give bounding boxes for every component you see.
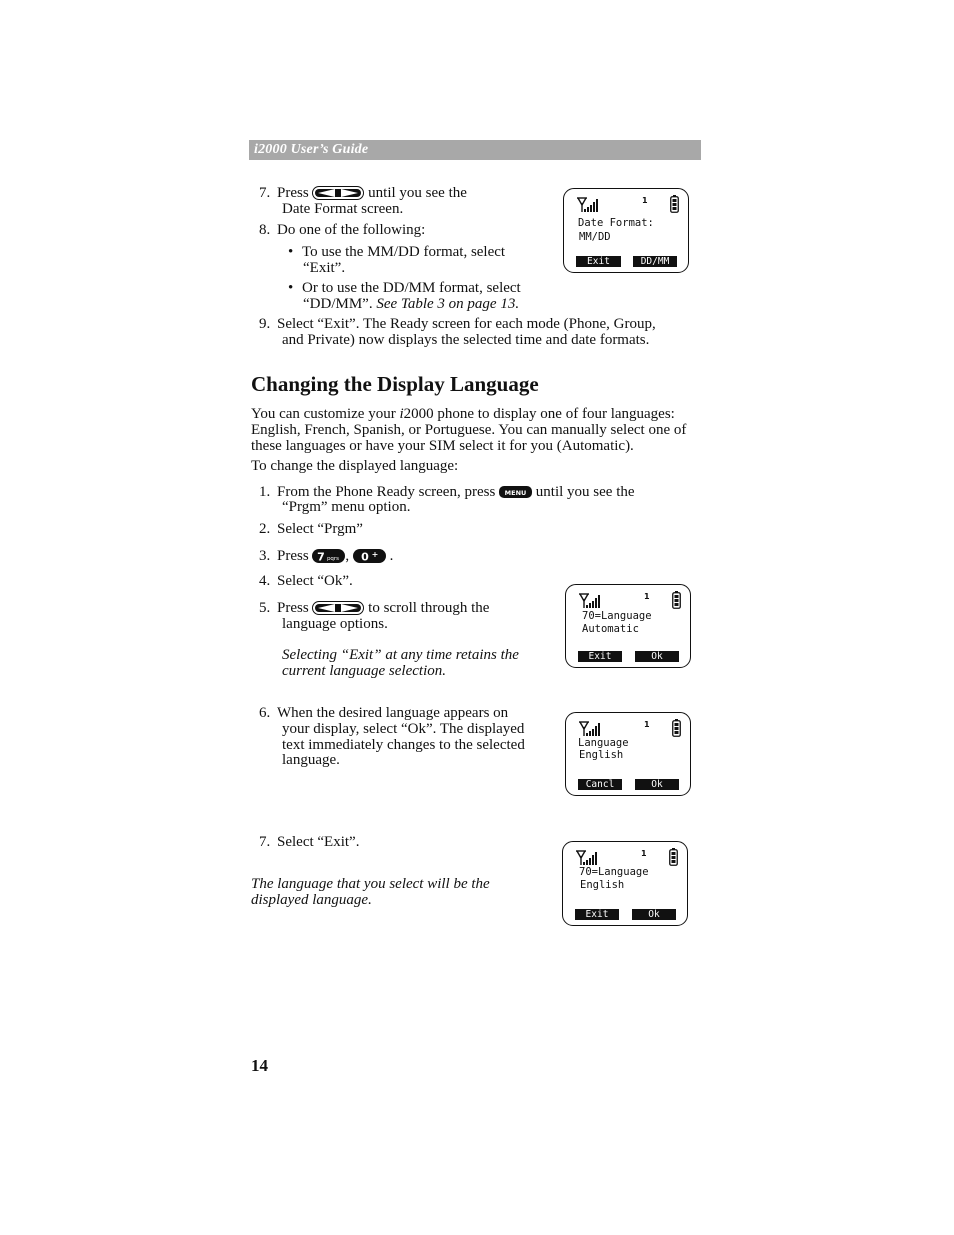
svg-text:7: 7 [317, 550, 326, 564]
lang-step-6-line4: language. [282, 752, 340, 768]
signal-strength-icon [578, 593, 600, 609]
step-text: Select “Exit”. The Ready screen for each mode (Phone, Group, [277, 316, 656, 332]
bullet-mark: • [288, 280, 294, 296]
signal-strength-icon [575, 850, 597, 866]
intro-text: You can customize your [251, 406, 400, 422]
intro-text: English, French, Spanish, or Portuguese. You can manually select one of [251, 422, 687, 438]
step-7-date-line2: Date Format screen. [282, 201, 404, 217]
scroll-key-icon [312, 186, 364, 200]
svg-text:pqrs: pqrs [327, 556, 340, 562]
display-line-1: Date Format: [578, 217, 654, 229]
line-indicator: 1 [641, 849, 647, 858]
step-7-date: 7. Press until you see the [259, 185, 467, 201]
lang-step-6 [259, 705, 508, 721]
closing-note: displayed language. [251, 892, 372, 908]
intro-text: these languages or have your SIM select it for you (Automatic). [251, 438, 634, 454]
separator: , [345, 548, 350, 564]
bullet-mmdd-line2: “Exit”. [303, 260, 346, 276]
intro-paragraph [251, 406, 701, 454]
step-text: From the Phone Ready screen, press [277, 484, 496, 500]
header-title: i2000 User’s Guide [254, 142, 369, 157]
step-number: 4. [259, 573, 271, 589]
step-text: until you see the [535, 484, 635, 500]
display-line-1: 70=Language [579, 866, 649, 878]
page-number: 14 [251, 1056, 268, 1075]
display-line-2: English [579, 749, 624, 761]
step-number: 7. [259, 185, 271, 201]
svg-text:+: + [371, 550, 379, 559]
right-softkey: Ok [635, 779, 679, 790]
lead-text: To change the displayed language: [251, 458, 459, 474]
phone-display-language-selected [562, 841, 688, 926]
step-number: 3. [259, 548, 271, 564]
signal-strength-icon [576, 197, 598, 213]
lang-step-4 [259, 573, 353, 589]
menu-key-icon [499, 485, 532, 499]
step-number: 5. [259, 600, 271, 616]
lang-step-1 [259, 484, 635, 500]
step-number: 2. [259, 521, 271, 537]
lang-step-3 [259, 548, 393, 564]
table-reference: See Table 3 on page 13. [376, 296, 520, 312]
bullet-text: To use the MM/DD format, select [302, 244, 506, 260]
scroll-key-icon [312, 601, 364, 615]
left-softkey: Exit [576, 256, 621, 267]
signal-strength-icon [578, 721, 600, 737]
lang-step-5 [259, 600, 489, 616]
svg-text:0: 0 [361, 550, 369, 564]
display-line-2: English [580, 879, 625, 891]
section-title: Changing the Display Language [251, 372, 539, 396]
display-line-2: MM/DD [579, 231, 611, 243]
closing-note: The language that you select will be the [251, 876, 490, 892]
bullet-text: Or to use the DD/MM format, select [302, 280, 521, 296]
left-softkey: Exit [575, 909, 619, 920]
lang-step-2 [259, 521, 363, 537]
left-softkey: Exit [578, 651, 622, 662]
phone-display-language-english [565, 712, 691, 796]
step-text: Select “Exit”. [277, 834, 360, 850]
step-text: Press [277, 600, 309, 616]
display-line-1: Language [578, 737, 629, 749]
line-indicator: 1 [642, 196, 648, 205]
battery-icon [670, 195, 679, 213]
step-text: Do one of the following: [277, 222, 426, 238]
bullet-mark: • [288, 244, 294, 260]
seven-key-icon [312, 548, 345, 564]
display-line-1: 70=Language [582, 610, 652, 622]
step-text: Select “Ok”. [277, 573, 353, 589]
battery-icon [672, 591, 681, 609]
lang-step-5-line2: language options. [282, 616, 388, 632]
bullet-ddmm [288, 280, 521, 296]
line-indicator: 1 [644, 592, 650, 601]
intro-text-italic: i [399, 406, 404, 422]
lang-step-7 [259, 834, 359, 850]
line-indicator: 1 [644, 720, 650, 729]
step-number: 8. [259, 222, 271, 238]
step-text: Select “Prgm” [277, 521, 363, 537]
phone-display-date-format [563, 188, 689, 273]
step-8 [259, 222, 425, 238]
step-text: Press [277, 548, 309, 564]
step-number: 1. [259, 484, 271, 500]
bullet-mmdd [288, 244, 505, 260]
lang-step-6-line2: your display, select “Ok”. The displayed [282, 721, 525, 737]
step-number: 7. [259, 834, 271, 850]
lang-step-6-line3: text immediately changes to the selected [282, 737, 525, 753]
bullet-text: “DD/MM”. [303, 296, 373, 312]
lang-step-1-line2: “Prgm” menu option. [282, 499, 411, 515]
step-number: 6. [259, 705, 271, 721]
zero-key-icon [353, 548, 386, 564]
display-line-2: Automatic [582, 623, 639, 635]
running-header [249, 140, 701, 160]
exit-note: current language selection. [282, 663, 446, 679]
step-text: to scroll through the [368, 600, 490, 616]
battery-icon [669, 848, 678, 866]
exit-note: Selecting “Exit” at any time retains the [282, 647, 519, 663]
step-text: . [389, 548, 394, 564]
step-9-line2: and Private) now displays the selected time and date formats. [282, 332, 650, 348]
step-text: When the desired language appears on [277, 705, 509, 721]
right-softkey: DD/MM [633, 256, 677, 267]
phone-display-language-automatic [565, 584, 691, 668]
right-softkey: Ok [635, 651, 679, 662]
svg-text:MENU: MENU [504, 489, 527, 497]
battery-icon [672, 719, 681, 737]
right-softkey: Ok [632, 909, 676, 920]
step-number: 9. [259, 316, 271, 332]
step-9 [259, 316, 656, 332]
left-softkey: Cancl [578, 779, 622, 790]
intro-text: 2000 phone to display one of four languages: [403, 406, 675, 422]
bullet-ddmm-line2 [303, 296, 519, 312]
